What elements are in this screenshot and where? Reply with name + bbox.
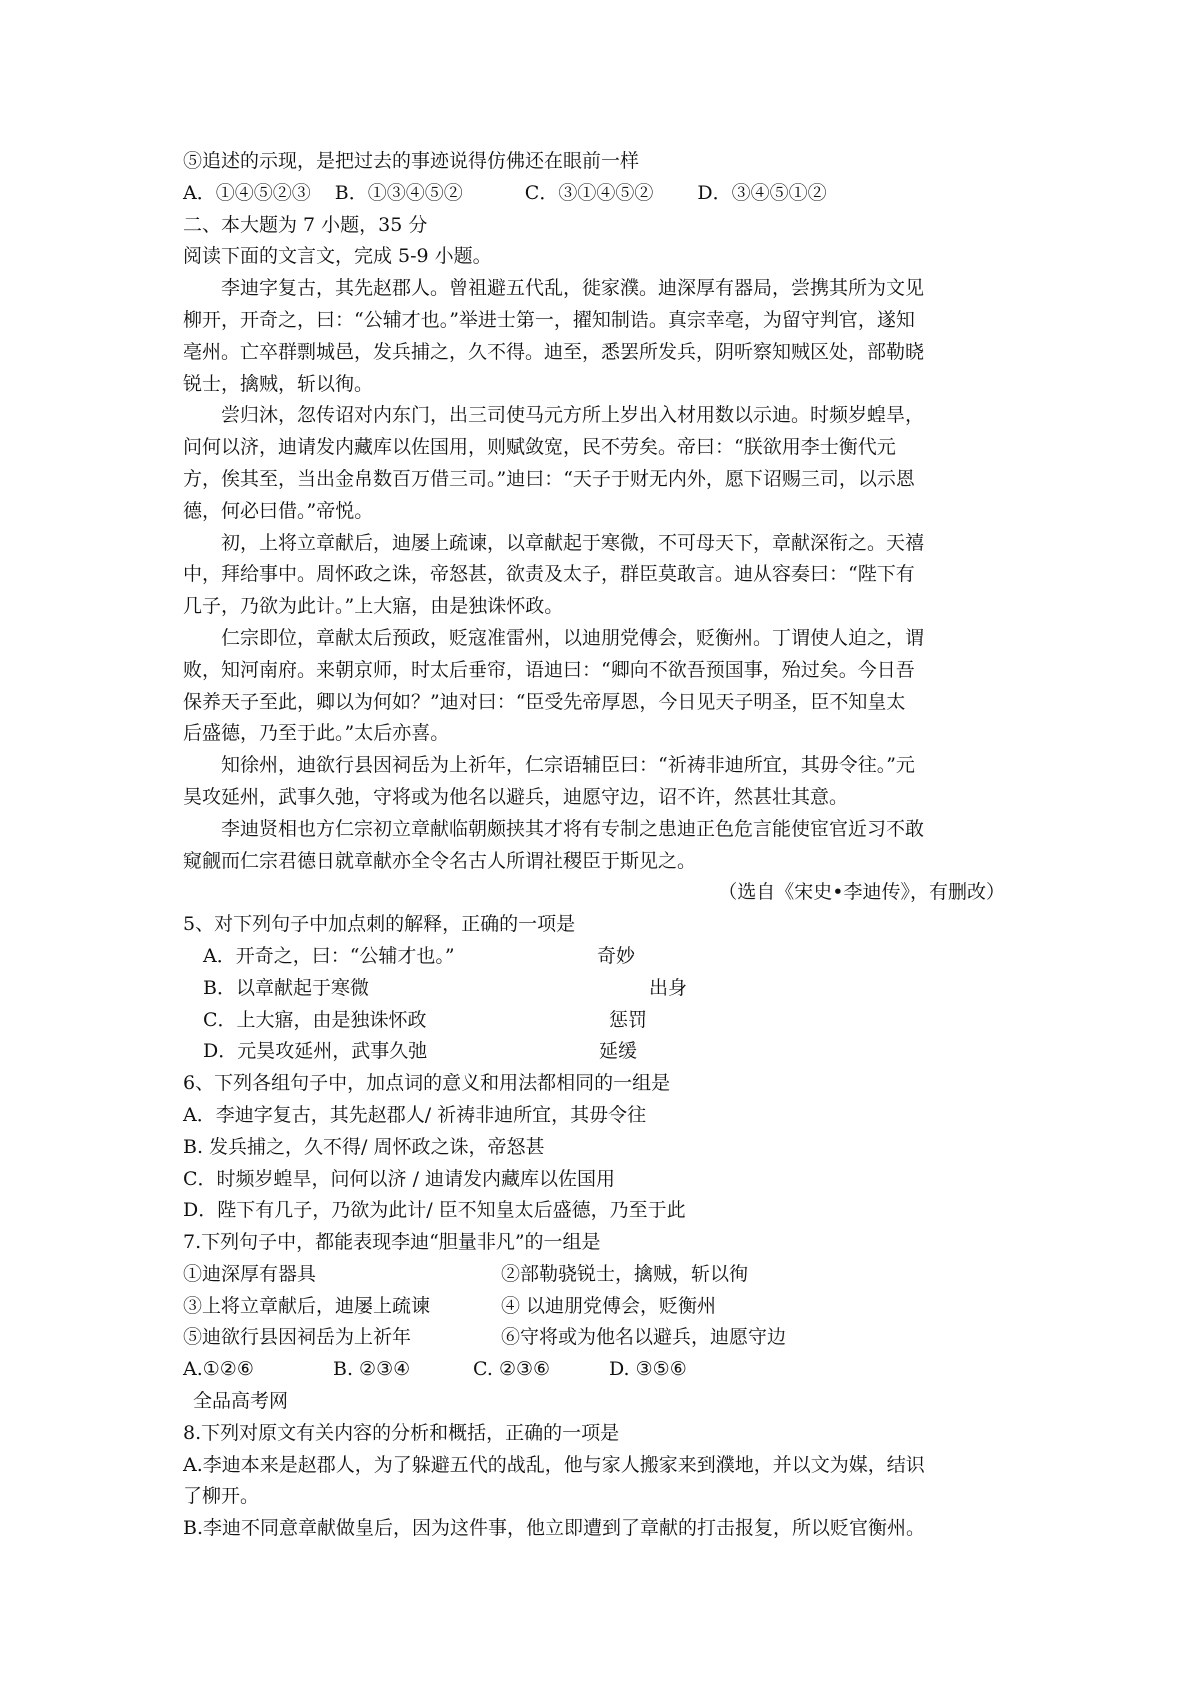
q5-option-a <box>183 941 1033 973</box>
passage-line: 德，何必曰借。”帝悦。 <box>183 499 374 522</box>
section-heading: 二、本大题为 7 小题，35 分 <box>183 213 428 236</box>
passage-line: 窥觎而仁宗君德日就章献亦全令名古人所谓社稷臣于斯见之。 <box>183 849 697 872</box>
q5-option-gloss: 奇妙 <box>597 944 636 967</box>
top-option-a: A．①④⑤②③ <box>183 181 311 204</box>
passage-line: 败，知河南府。来朝京师，时太后垂帘，语迪曰：“卿向不欲吾预国事，殆过矣。今日吾 <box>183 658 915 681</box>
q7-items-row <box>183 1259 1033 1291</box>
top-line-5: ⑤追述的示现，是把过去的事迹说得仿佛还在眼前一样 <box>183 150 640 172</box>
passage-source: （选自《宋史•李迪传》，有删改） <box>718 881 1005 904</box>
q5-option-text: C．上大寤，由是独诛怀政 <box>203 1008 427 1031</box>
passage-line: 李迪贤相也方仁宗初立章献临朝颇挟其才将有专制之患迪正色危言能使宦官近习不敢 <box>221 817 925 840</box>
q7-option-c: C. ②③⑥ <box>473 1358 551 1381</box>
top-option-c: C．③①④⑤② <box>524 181 654 204</box>
q6-option-c: C．时频岁蝗旱，问何以济 / 迪请发内藏库以佐国用 <box>183 1167 616 1190</box>
q7-option-b: B. ②③④ <box>333 1358 411 1381</box>
q5-stem: 5、对下列句子中加点刺的解释，正确的一项是 <box>183 913 576 936</box>
q6-option-d: D．陛下有几子，乃欲为此计/ 臣不知皇太后盛德，乃至于此 <box>183 1199 686 1222</box>
top-options <box>183 178 1033 210</box>
q7-item: ②部勒骁锐士，擒贼，斩以徇 <box>501 1262 749 1285</box>
q5-option-text: D．元昊攻延州，武事久弛 <box>203 1040 428 1063</box>
passage-line: 锐士，擒贼，斩以徇。 <box>183 372 374 395</box>
passage-line: 后盛德，乃至于此。”太后亦喜。 <box>183 722 450 745</box>
passage-line: 亳州。亡卒群剽城邑，发兵捕之，久不得。迪至，悉罢所发兵，阴听察知贼区处，部勒晓 <box>183 340 925 363</box>
q5-option-gloss: 延缓 <box>599 1040 638 1063</box>
passage-line: 保养天子至此，卿以为何如？”迪对曰：“臣受先帝厚恩，今日见天子明圣，臣不知皇太 <box>183 690 906 713</box>
q6-stem: 6、下列各组句子中，加点词的意义和用法都相同的一组是 <box>183 1072 671 1095</box>
passage-line: 中，拜给事中。周怀政之诛，帝怒甚，欲责及太子，群臣莫敢言。迪从容奏曰：“陛下有 <box>183 563 915 586</box>
q8-option-b: B.李迪不同意章献做皇后，因为这件事，他立即遭到了章献的打击报复，所以贬官衡州。 <box>183 1517 926 1540</box>
passage-line: 初，上将立章献后，迪屡上疏谏，以章献起于寒微，不可母天下，章献深衔之。天禧 <box>221 531 925 554</box>
q7-items-row <box>183 1322 1033 1354</box>
passage-line: 知徐州，迪欲行县因祠岳为上祈年，仁宗语辅臣曰：“祈祷非迪所宜，其毋令往。”元 <box>221 754 915 777</box>
q8-option-a-line1: A.李迪本来是赵郡人，为了躲避五代的战乱，他与家人搬家来到濮地，并以文为媒，结识 <box>183 1453 925 1476</box>
passage-line: 尝归沐，忽传诏对内东门，出三司使马元方所上岁出入材用数以示迪。时频岁蝗旱， <box>221 404 925 427</box>
q5-option-c <box>183 1005 1033 1037</box>
q5-option-d <box>183 1036 1033 1068</box>
passage-line: 方，俟其至，当出金帛数百万借三司。”迪曰：“天子于财无内外，愿下诏赐三司，以示恩 <box>183 467 915 490</box>
passage-line: 柳开，开奇之，曰：“公辅才也。”举进士第一，擢知制诰。真宗幸亳，为留守判官，遂知 <box>183 308 915 331</box>
watermark-text: 全品高考网 <box>193 1390 289 1413</box>
q5-option-gloss: 惩罚 <box>609 1008 648 1031</box>
q7-item: ③上将立章献后，迪屡上疏谏 <box>183 1294 431 1317</box>
q7-item: ⑥守将或为他名以避兵，迪愿守边 <box>501 1326 787 1349</box>
passage-line: 仁宗即位，章献太后预政，贬寇准雷州，以迪朋党傅会，贬衡州。丁谓使人迫之，谓 <box>221 626 925 649</box>
top-option-d: D．③④⑤①② <box>697 181 827 204</box>
exam-page <box>183 146 1033 1545</box>
q7-item: ①迪深厚有器具 <box>183 1262 317 1285</box>
passage-line: 问何以济，迪请发内藏库以佐国用，则赋敛宽，民不劳矣。帝曰：“朕欲用李士衡代元 <box>183 436 896 459</box>
q7-item: ④ 以迪朋党傅会，贬衡州 <box>501 1294 717 1317</box>
q5-option-text: A．开奇之，曰：“公辅才也。” <box>203 944 455 967</box>
top-option-b: B．①③④⑤② <box>334 181 463 204</box>
q8-option-a-line2: 了柳开。 <box>183 1485 260 1508</box>
q7-option-d: D. ③⑤⑥ <box>609 1358 687 1381</box>
q5-option-text: B．以章献起于寒微 <box>203 976 369 999</box>
q7-items-row <box>183 1291 1033 1323</box>
passage-line: 昊攻延州，武事久弛，守将或为他名以避兵，迪愿守边，诏不许，然甚壮其意。 <box>183 785 849 808</box>
passage-line: 李迪字复古，其先赵郡人。曾祖避五代乱，徙家濮。迪深厚有器局，尝携其所为文见 <box>221 277 925 300</box>
section-instruction: 阅读下面的文言文，完成 5-9 小题。 <box>183 245 492 268</box>
q7-item: ⑤迪欲行县因祠岳为上祈年 <box>183 1326 412 1349</box>
q8-stem: 8.下列对原文有关内容的分析和概括，正确的一项是 <box>183 1421 620 1444</box>
q5-option-gloss: 出身 <box>649 976 688 999</box>
q7-options <box>183 1354 1033 1386</box>
passage-line: 几子，乃欲为此计。”上大寤，由是独诛怀政。 <box>183 595 564 618</box>
q6-option-a: A．李迪字复古，其先赵郡人/ 祈祷非迪所宜，其毋令往 <box>183 1103 647 1126</box>
q7-stem: 7.下列句子中，都能表现李迪“胆量非凡”的一组是 <box>183 1231 601 1254</box>
q5-option-b <box>183 973 1033 1005</box>
q6-option-b: B. 发兵捕之，久不得/ 周怀政之诛，帝怒甚 <box>183 1135 545 1158</box>
q7-option-a: A.①②⑥ <box>183 1358 254 1381</box>
